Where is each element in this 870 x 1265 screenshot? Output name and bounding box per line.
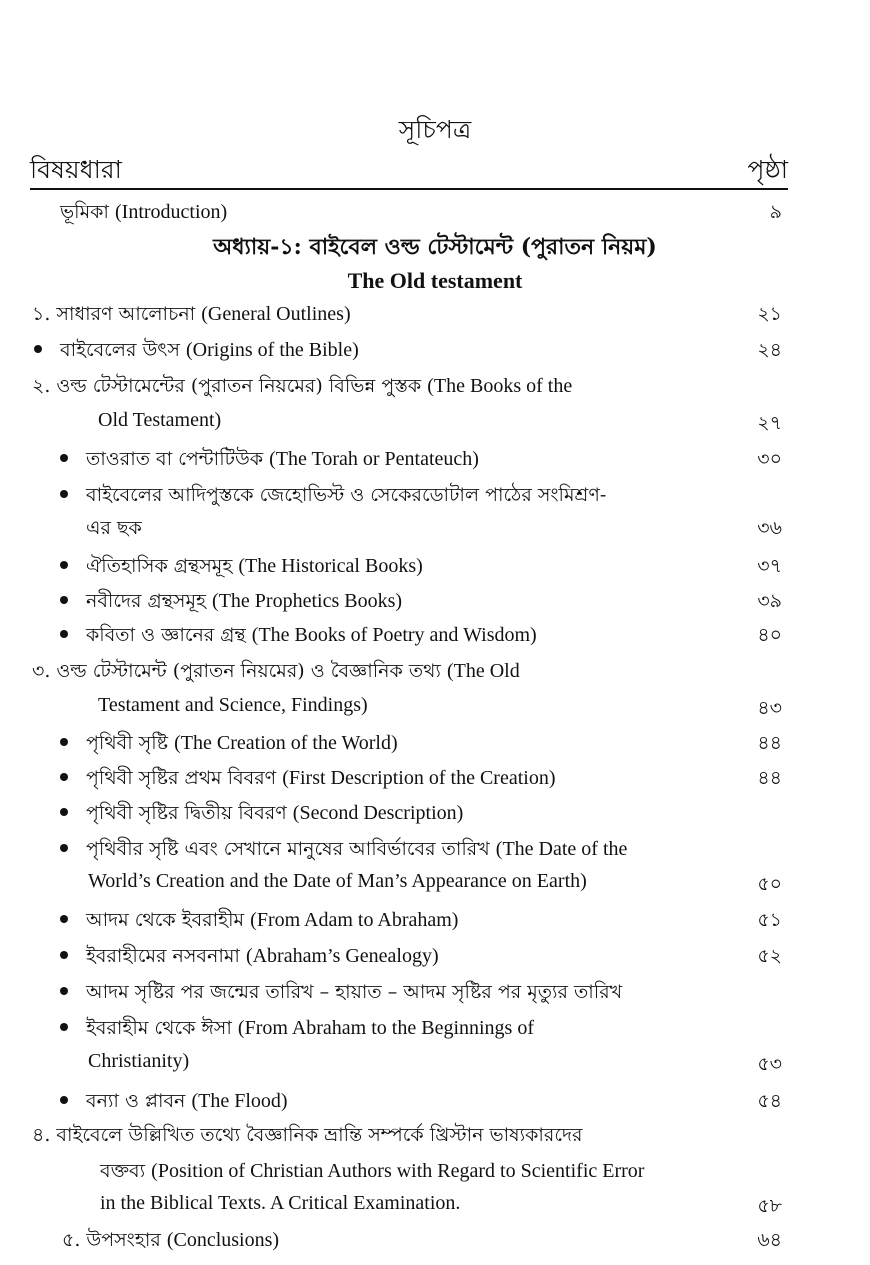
entry-english: (From Adam to Abraham) — [250, 909, 459, 931]
entry-page-number: ৩৬ — [757, 517, 782, 539]
bullet-icon — [60, 630, 68, 638]
entry-text — [100, 1192, 460, 1215]
toc-entry — [0, 1192, 870, 1224]
toc-header — [30, 150, 788, 190]
chapter-heading: অধ্যায়-১: বাইবেল ওল্ড টেস্টামেন্ট (পুরাতন নিয়ম) — [213, 234, 657, 260]
toc-entry — [0, 1121, 870, 1153]
entry-bengali: পৃথিবী সৃষ্টির দ্বিতীয় বিবরণ — [86, 802, 287, 824]
entry-text — [86, 906, 458, 938]
bullet-icon — [60, 915, 68, 923]
entry-text — [86, 621, 537, 653]
entry-bengali: ইবরাহীম থেকে ঈসা — [86, 1017, 232, 1039]
entry-bengali: ২. ওল্ড টেস্টামেন্টের (পুরাতন নিয়মের) বিভিন্ন পুস্তক — [32, 375, 422, 397]
toc-title: সূচিপত্র — [398, 115, 472, 144]
entry-bengali: এর ছক — [86, 517, 142, 539]
toc-entry — [0, 729, 870, 761]
entry-text — [98, 694, 368, 717]
entry-page-number: ২৭ — [757, 412, 782, 434]
entry-bengali: বাইবেলের উৎস — [60, 339, 180, 361]
toc-entry — [0, 300, 870, 332]
entry-english: World’s Creation and the Date of Man’s Appearance on Earth) — [88, 870, 587, 892]
bullet-icon — [60, 738, 68, 746]
entry-english: (The Prophetics Books) — [212, 590, 403, 612]
entry-bengali: বক্তব্য — [100, 1160, 146, 1182]
toc-entry — [0, 657, 870, 689]
entry-page-number: ৩৭ — [757, 555, 782, 577]
entry-bengali: তাওরাত বা পেন্টাটিউক — [86, 448, 264, 470]
entry-bengali: পৃথিবী সৃষ্টির প্রথম বিবরণ — [86, 767, 277, 789]
entry-page-number: ৩০ — [757, 448, 782, 470]
entry-text — [86, 1087, 288, 1119]
entry-english: Old Testament) — [98, 409, 222, 431]
entry-english: (The Creation of the World) — [174, 732, 398, 754]
header-page: পৃষ্ঠা — [747, 155, 788, 184]
bullet-icon — [60, 490, 68, 498]
entry-text — [86, 445, 479, 477]
entry-english: (First Description of the Creation) — [282, 767, 556, 789]
entry-english: (The Books of Poetry and Wisdom) — [251, 624, 537, 646]
toc-entry — [0, 198, 870, 230]
entry-page-number: ৩৯ — [757, 590, 782, 612]
entry-english: (The Date of the — [495, 838, 628, 860]
toc-entry — [0, 942, 870, 974]
entry-english: (General Outlines) — [201, 303, 351, 325]
entry-text — [86, 764, 555, 796]
entry-page-number: ৪০ — [757, 624, 782, 646]
entry-bengali: ৪. বাইবেলে উল্লিখিত তথ্যে বৈজ্ঞানিক ভ্রান্তি সম্পর্কে খ্রিস্টান ভাষ্যকারদের — [32, 1124, 583, 1146]
entry-english: (The Books of the — [427, 375, 573, 397]
chapter-subheading: The Old testament — [347, 268, 523, 293]
toc-entry — [0, 835, 870, 867]
entry-page-number: ২৪ — [757, 339, 782, 361]
entry-text — [86, 942, 439, 974]
entry-bengali: ভূমিকা — [60, 201, 109, 223]
entry-page-number: ৫০ — [757, 873, 782, 895]
entry-page-number: ৫২ — [757, 945, 782, 967]
entry-bengali: বন্যা ও প্লাবন — [86, 1090, 186, 1112]
header-subject: বিষয়ধারা — [30, 155, 122, 184]
entry-text — [86, 978, 622, 1010]
toc-entry — [0, 799, 870, 831]
entry-english: Christianity) — [88, 1050, 190, 1072]
bullet-icon — [60, 561, 68, 569]
entry-page-number: ৫৮ — [757, 1195, 782, 1217]
entry-page-number: ৪৩ — [757, 697, 782, 719]
toc-entry — [0, 552, 870, 584]
toc-entry — [0, 587, 870, 619]
entry-english: (Second Description) — [292, 802, 464, 824]
toc-entry — [0, 481, 870, 513]
entry-text — [86, 481, 606, 513]
entry-page-number: ৫১ — [757, 909, 782, 931]
entry-text — [88, 870, 587, 893]
toc-entry — [0, 1226, 870, 1258]
toc-entry — [0, 1157, 870, 1189]
toc-entry — [0, 978, 870, 1010]
entry-english: (The Flood) — [191, 1090, 288, 1112]
bullet-icon — [60, 951, 68, 959]
entry-bengali: বাইবেলের আদিপুস্তকে জেহোভিস্ট ও সেকেরডোটাল পাঠের সংমিশ্রণ- — [86, 484, 607, 506]
entry-text — [62, 1226, 279, 1258]
entry-text — [32, 657, 520, 689]
toc-entry — [0, 514, 870, 546]
entry-english: (The Old — [446, 660, 520, 682]
toc-entry — [0, 764, 870, 796]
entry-bengali: কবিতা ও জ্ঞানের গ্রন্থ — [86, 624, 246, 646]
entry-text — [32, 372, 572, 404]
entry-text — [86, 514, 142, 546]
bullet-icon — [60, 844, 68, 852]
entry-bengali: পৃথিবী সৃষ্টি — [86, 732, 169, 754]
toc-entry — [0, 694, 870, 726]
toc-entry — [0, 870, 870, 902]
entry-page-number: ২১ — [757, 303, 782, 325]
entry-bengali: আদম সৃষ্টির পর জন্মের তারিখ – হায়াত – আদম সৃষ্টির পর মৃত্যুর তারিখ — [86, 981, 623, 1003]
toc-entry — [0, 372, 870, 404]
bullet-icon — [60, 596, 68, 604]
bullet-icon — [60, 808, 68, 816]
entry-english: (Conclusions) — [166, 1229, 280, 1251]
toc-entry — [0, 1087, 870, 1119]
entry-text — [86, 729, 398, 761]
bullet-icon — [60, 454, 68, 462]
toc-entry — [0, 1014, 870, 1046]
entry-english: (Introduction) — [115, 201, 228, 223]
bullet-icon — [60, 987, 68, 995]
entry-text — [88, 1050, 189, 1073]
entry-bengali: ৫. উপসংহার — [62, 1229, 161, 1251]
entry-text — [86, 552, 423, 584]
entry-text — [86, 587, 402, 619]
entry-text — [100, 1157, 644, 1189]
bullet-icon — [60, 1096, 68, 1104]
toc-entry — [0, 621, 870, 653]
entry-page-number: ৪৪ — [757, 767, 782, 789]
entry-bengali: পৃথিবীর সৃষ্টি এবং সেখানে মানুষের আবির্ভাবের তারিখ — [86, 838, 490, 860]
entry-page-number: ৬৪ — [757, 1229, 782, 1251]
bullet-icon — [60, 1023, 68, 1031]
entry-page-number: ৫৪ — [757, 1090, 782, 1112]
entry-text — [32, 1121, 582, 1153]
entry-text — [32, 300, 351, 332]
entry-english: (From Abraham to the Beginnings of — [237, 1017, 534, 1039]
bullet-icon — [34, 345, 42, 353]
entry-bengali: ঐতিহাসিক গ্রন্থসমূহ — [86, 555, 233, 577]
toc-entry — [0, 445, 870, 477]
entry-text — [86, 835, 627, 867]
entry-english: (Origins of the Bible) — [186, 339, 359, 361]
bullet-icon — [60, 773, 68, 781]
entry-page-number: ৪৪ — [757, 732, 782, 754]
entry-text — [86, 799, 463, 831]
entry-text — [86, 1014, 534, 1046]
entry-bengali: ১. সাধারণ আলোচনা — [32, 303, 196, 325]
entry-page-number: ৫৩ — [757, 1053, 782, 1075]
entry-english: (The Historical Books) — [238, 555, 423, 577]
entry-text — [60, 198, 227, 230]
entry-english: Testament and Science, Findings) — [98, 694, 368, 716]
entry-text — [60, 336, 359, 368]
toc-entry — [0, 336, 870, 368]
toc-entry — [0, 409, 870, 441]
entry-bengali: ৩. ওল্ড টেস্টামেন্ট (পুরাতন নিয়মের) ও বৈজ্ঞানিক তথ্য — [32, 660, 441, 682]
entry-bengali: নবীদের গ্রন্থসমূহ — [86, 590, 206, 612]
entry-english: in the Biblical Texts. A Critical Examination. — [100, 1192, 461, 1214]
entry-english: (The Torah or Pentateuch) — [269, 448, 479, 470]
entry-bengali: আদম থেকে ইবরাহীম — [86, 909, 245, 931]
entry-text — [98, 409, 221, 432]
entry-english: (Abraham’s Genealogy) — [245, 945, 439, 967]
toc-entry — [0, 906, 870, 938]
entry-page-number: ৯ — [769, 201, 782, 223]
entry-english: (Position of Christian Authors with Regard to Scientific Error — [151, 1160, 645, 1182]
toc-entry — [0, 1050, 870, 1082]
entry-bengali: ইবরাহীমের নসবনামা — [86, 945, 240, 967]
